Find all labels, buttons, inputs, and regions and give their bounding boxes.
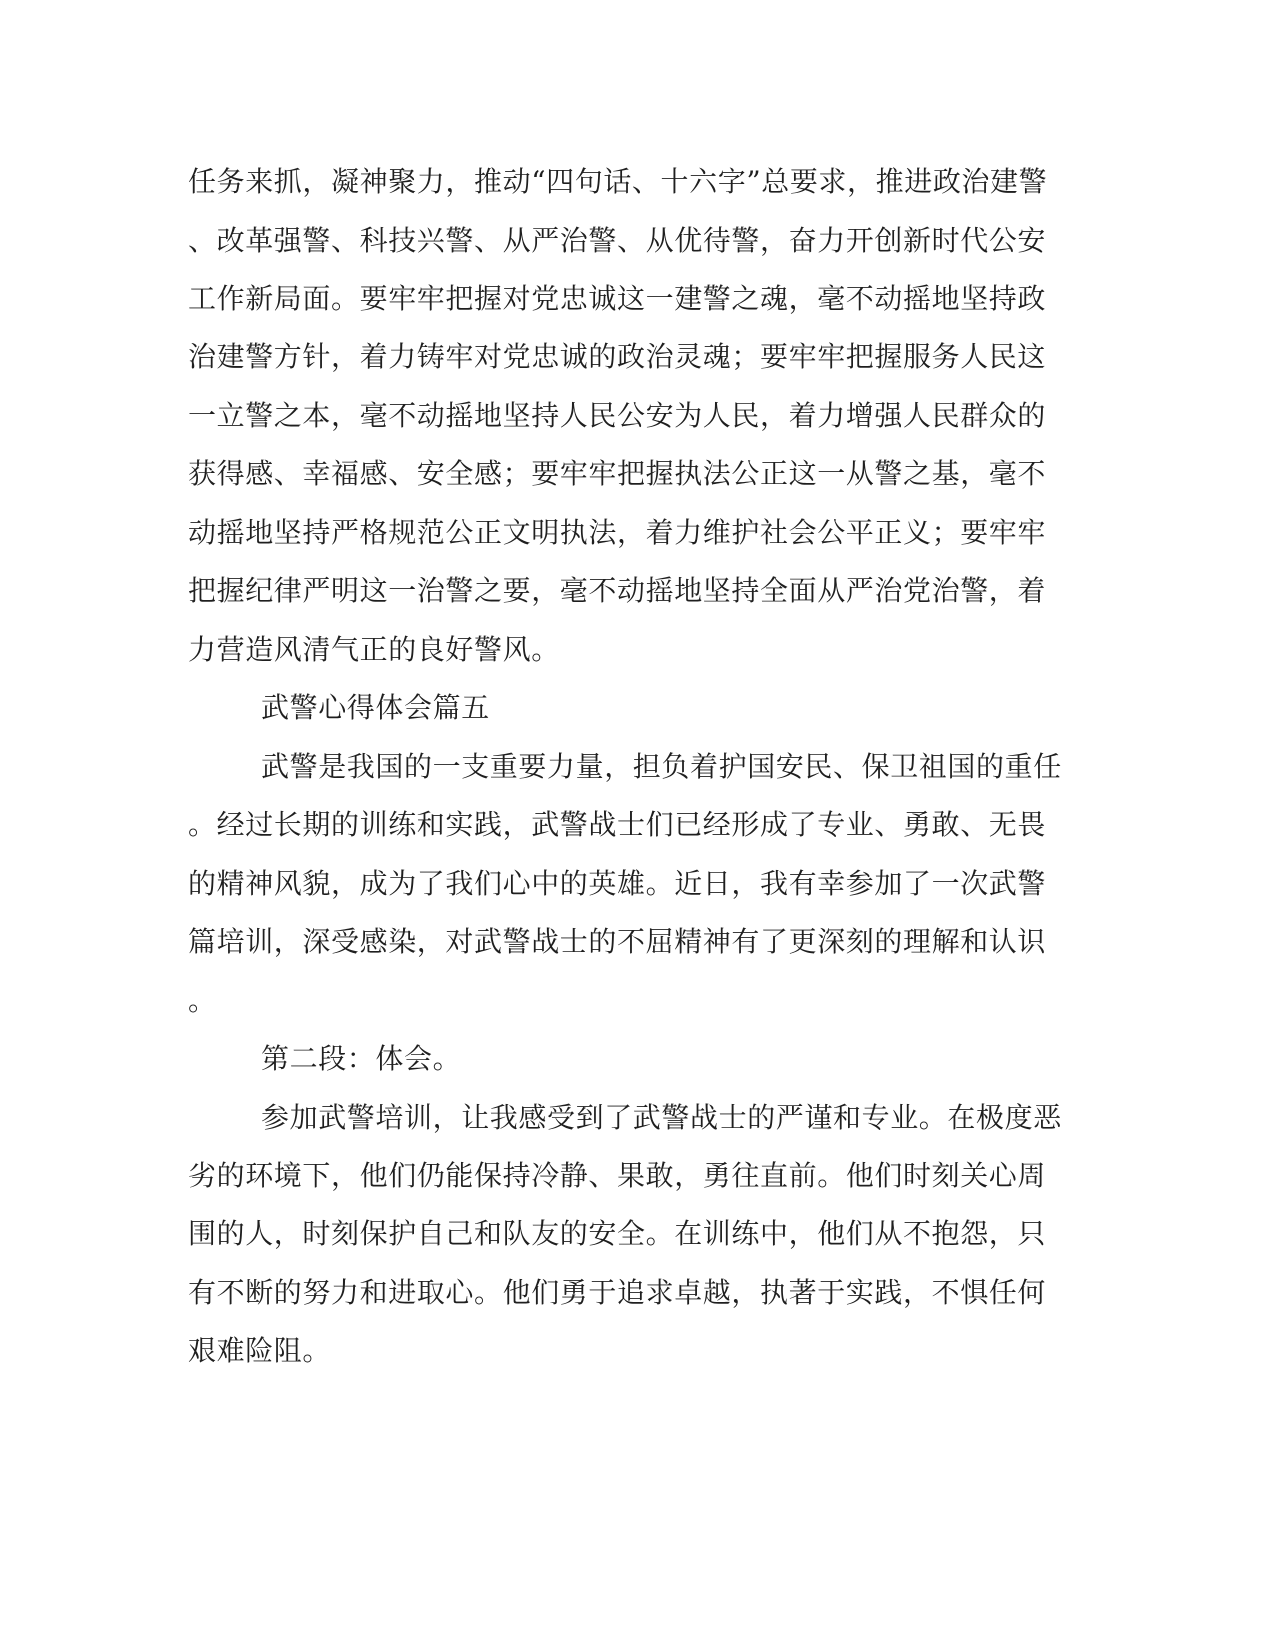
text-line: 、改革强警、科技兴警、从严治警、从优待警，奋力开创新时代公安 [188, 224, 1047, 257]
text-line: 的精神风貌，成为了我们心中的英雄。近日，我有幸参加了一次武警 [188, 867, 1047, 900]
section-heading: 武警心得体会篇五 [261, 691, 490, 724]
text-line: 动摇地坚持严格规范公正文明执法，着力维护社会公平正义；要牢牢 [188, 516, 1047, 549]
text-line: 篇培训，深受感染，对武警战士的不屈精神有了更深刻的理解和认识 [188, 925, 1047, 958]
text-line: 把握纪律严明这一治警之要，毫不动摇地坚持全面从严治党治警，着 [188, 574, 1047, 607]
section-heading: 第二段：体会。 [261, 1042, 462, 1075]
text-line: 获得感、幸福感、安全感；要牢牢把握执法公正这一从警之基，毫不 [188, 457, 1047, 490]
text-line: 治建警方针，着力铸牢对党忠诚的政治灵魂；要牢牢把握服务人民这 [188, 340, 1047, 373]
text-line: 参加武警培训，让我感受到了武警战士的严谨和专业。在极度恶 [261, 1101, 1062, 1134]
text-line: 劣的环境下，他们仍能保持冷静、果敢，勇往直前。他们时刻关心周 [188, 1159, 1047, 1192]
text-line: 。 [188, 984, 217, 1017]
text-line: 有不断的努力和进取心。他们勇于追求卓越，执著于实践，不惧任何 [188, 1276, 1047, 1309]
text-line: 武警是我国的一支重要力量，担负着护国安民、保卫祖国的重任 [261, 750, 1062, 783]
text-line: 工作新局面。要牢牢把握对党忠诚这一建警之魂，毫不动摇地坚持政 [188, 282, 1047, 315]
text-line: 力营造风清气正的良好警风。 [188, 633, 560, 666]
text-line: 任务来抓，凝神聚力，推动“四句话、十六字”总要求，推进政治建警 [188, 165, 1048, 198]
text-line: 。经过长期的训练和实践，武警战士们已经形成了专业、勇敢、无畏 [188, 808, 1047, 841]
text-line: 一立警之本，毫不动摇地坚持人民公安为人民，着力增强人民群众的 [188, 399, 1047, 432]
text-line: 艰难险阻。 [188, 1334, 332, 1367]
text-line: 围的人，时刻保护自己和队友的安全。在训练中，他们从不抱怨，只 [188, 1217, 1047, 1250]
